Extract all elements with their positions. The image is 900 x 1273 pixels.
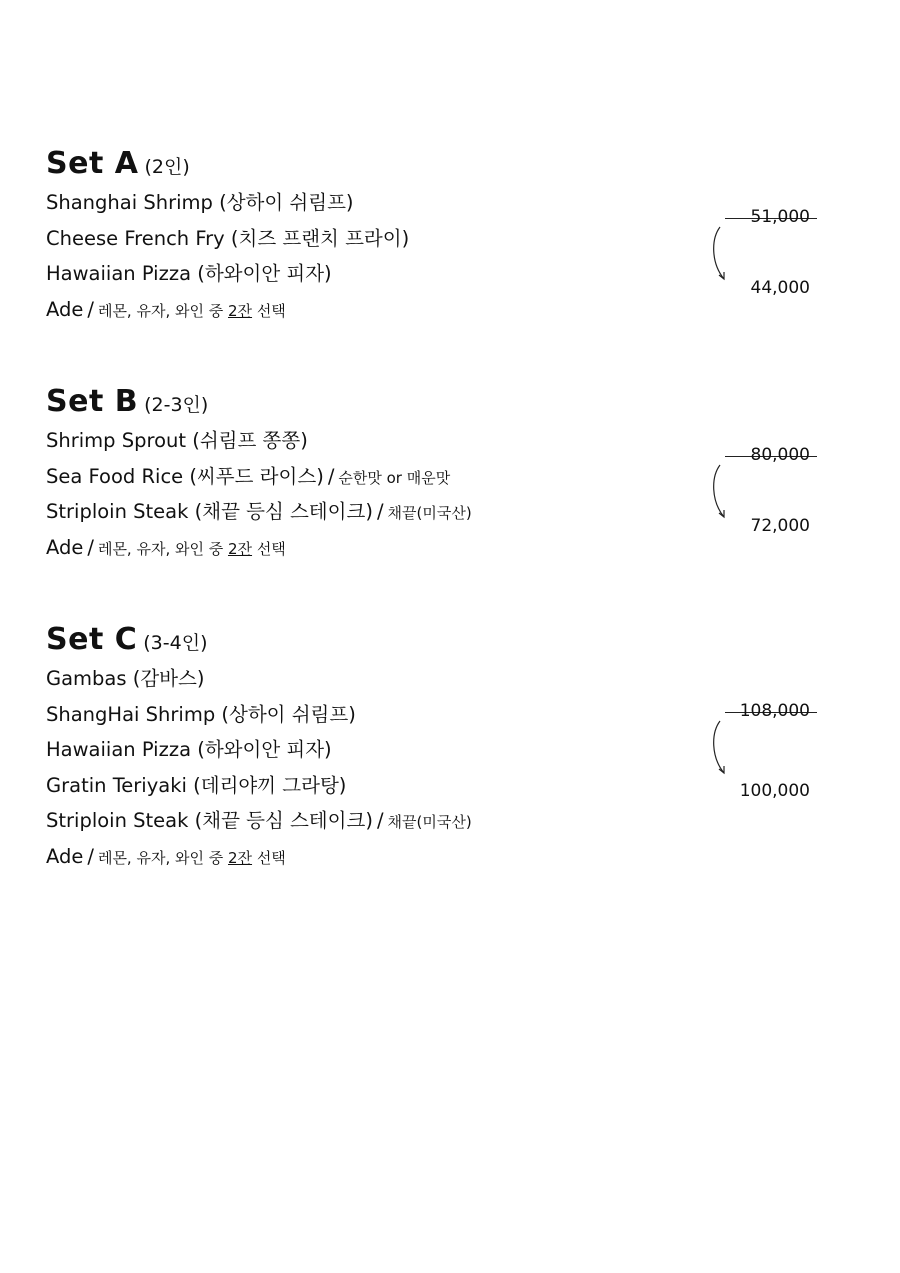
original-price: 51,000 (750, 207, 810, 227)
curved-arrow-icon (710, 225, 734, 283)
set-people: (3-4인) (143, 632, 208, 654)
menu-item-name: Gambas (감바스) (46, 667, 205, 690)
menu-item-name: Hawaiian Pizza (하와이안 피자) (46, 738, 332, 761)
menu-item (46, 803, 886, 839)
set-name: Set C (46, 622, 138, 657)
set-people: (2인) (144, 156, 190, 178)
separator: / (87, 297, 94, 321)
set-c-price (710, 697, 830, 807)
original-price: 80,000 (750, 445, 810, 465)
ade-note-suffix: 선택 (252, 848, 286, 867)
ade-note-count: 2잔 (228, 539, 253, 558)
separator: / (376, 500, 384, 523)
ade-note-suffix: 선택 (252, 301, 286, 320)
menu-item-name: Hawaiian Pizza (하와이안 피자) (46, 262, 332, 285)
set-b-price (710, 441, 830, 551)
set-name: Set A (46, 146, 139, 181)
set-a-price (710, 203, 830, 313)
set-name: Set B (46, 384, 139, 419)
ade-note-prefix: 레몬, 유자, 와인 중 (97, 301, 228, 320)
menu-item-name: Sea Food Rice (씨푸드 라이스) (46, 464, 324, 488)
menu-item-note: 순한맛 or 매운맛 (338, 468, 451, 487)
original-price: 108,000 (739, 701, 810, 721)
curved-arrow-icon (710, 719, 734, 777)
ade-note-count: 2잔 (228, 848, 253, 867)
menu-item-name: Gratin Teriyaki (데리야끼 그라탕) (46, 773, 347, 797)
separator: / (87, 844, 94, 868)
menu-item-name: Striploin Steak (채끝 등심 스테이크) (46, 500, 373, 523)
set-c-title (46, 619, 886, 661)
ade-note-suffix: 선택 (252, 539, 286, 558)
separator: / (327, 464, 335, 488)
menu-item-ade (46, 839, 886, 875)
set-a-title (46, 143, 886, 185)
menu-item (46, 661, 886, 697)
menu-item-note (98, 849, 286, 867)
sale-price: 100,000 (739, 781, 810, 801)
menu-item-name: Cheese French Fry (치즈 프랜치 프라이) (46, 226, 410, 250)
curved-arrow-icon (710, 463, 734, 521)
menu-item-name: Shanghai Shrimp (상하이 쉬림프) (46, 191, 354, 214)
set-b-title (46, 381, 886, 423)
separator: / (87, 535, 94, 559)
menu-item-note (98, 302, 286, 320)
menu-item-name: Striploin Steak (채끝 등심 스테이크) (46, 809, 373, 832)
sale-price: 72,000 (750, 516, 810, 536)
set-people: (2-3인) (144, 394, 209, 416)
ade-note-prefix: 레몬, 유자, 와인 중 (97, 539, 228, 558)
menu-item-note (98, 540, 286, 558)
separator: / (376, 809, 384, 832)
menu-item-name: Ade (46, 297, 84, 321)
menu-item-name: Ade (46, 844, 84, 868)
menu-item-note: 채끝(미국산) (387, 813, 472, 831)
sale-price: 44,000 (750, 278, 810, 298)
menu-item-name: ShangHai Shrimp (상하이 쉬림프) (46, 702, 356, 726)
ade-note-count: 2잔 (228, 301, 253, 320)
ade-note-prefix: 레몬, 유자, 와인 중 (97, 848, 228, 867)
menu-item-note: 채끝(미국산) (387, 504, 472, 522)
menu-item-name: Shrimp Sprout (쉬림프 쫑쫑) (46, 429, 308, 452)
menu-item-name: Ade (46, 535, 84, 559)
